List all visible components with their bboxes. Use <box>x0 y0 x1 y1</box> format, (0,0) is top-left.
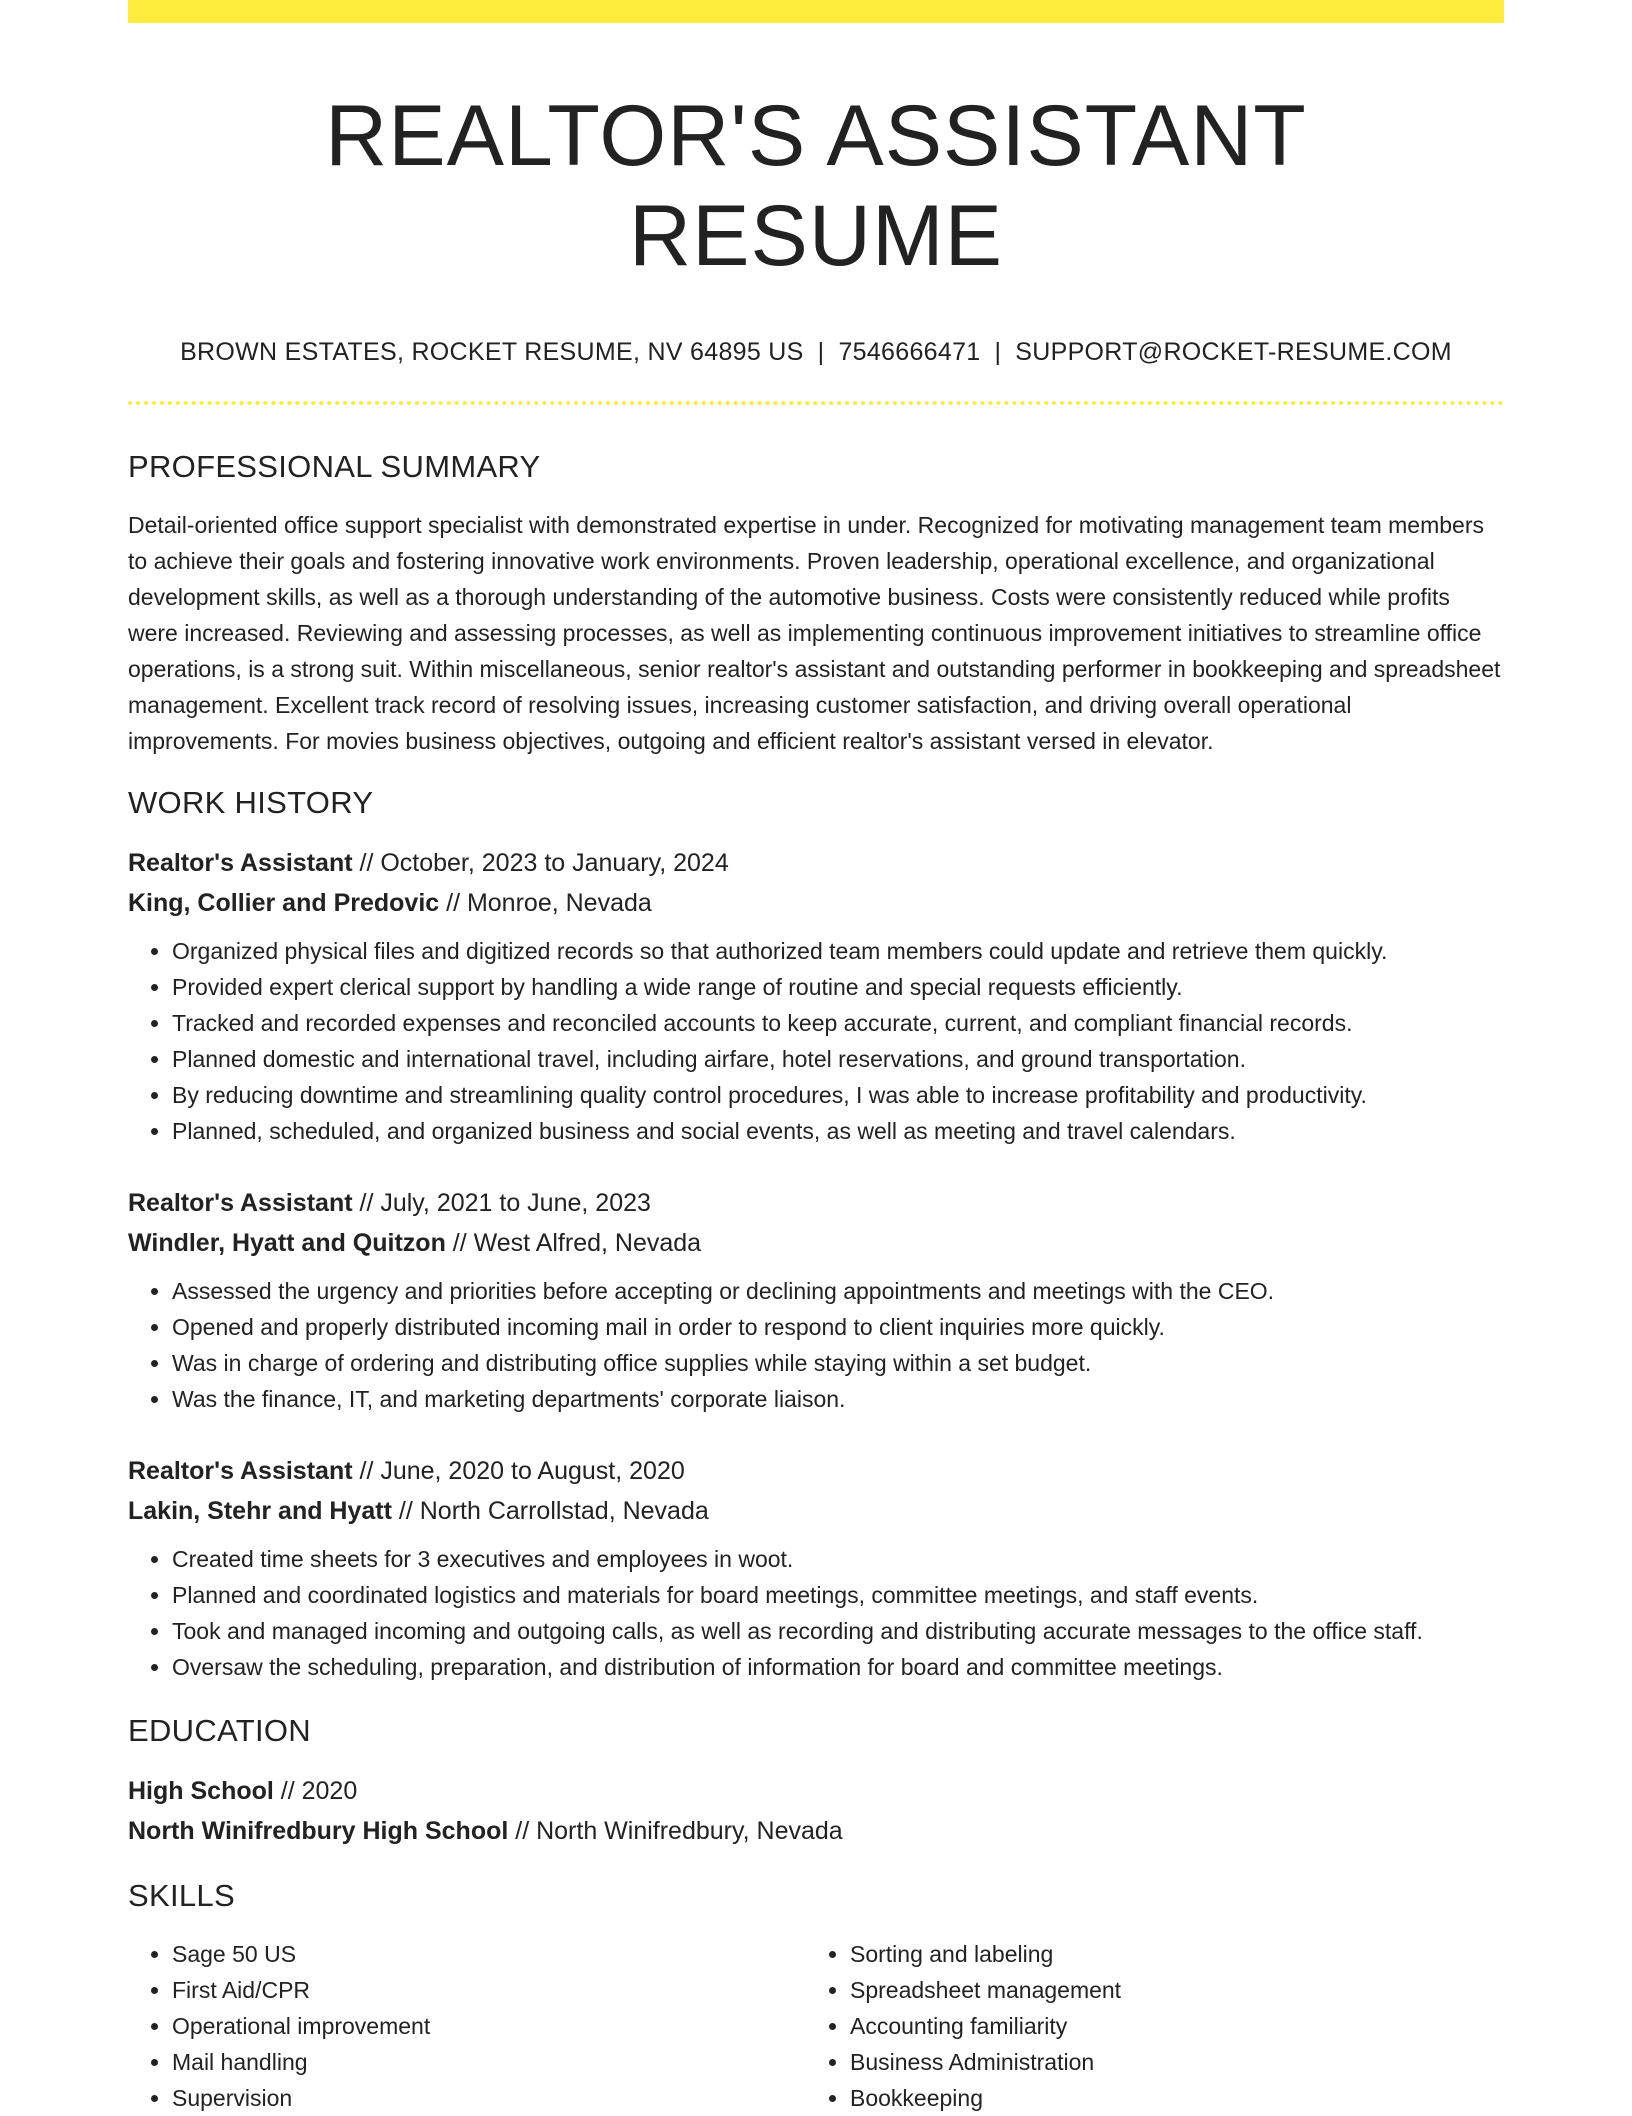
contact-line <box>128 336 1504 368</box>
job-role-line <box>128 843 1504 883</box>
job-dates: // July, 2021 to June, 2023 <box>352 1189 651 1217</box>
job-bullet: • Provided expert clerical support by handling a wide range of routine and special requests efficiently. <box>172 969 1504 1005</box>
contact-separator: | <box>817 338 825 366</box>
job-bullet: • Took and managed incoming and outgoing calls, as well as recording and distributing accurate messages to the office staff. <box>172 1613 1504 1649</box>
job-dates: // October, 2023 to January, 2024 <box>352 849 729 877</box>
job-bullet: • Assessed the urgency and priorities before accepting or declining appointments and meetings with the CEO. <box>172 1273 1504 1309</box>
contact-email: SUPPORT@ROCKET-RESUME.COM <box>1015 338 1452 366</box>
job-location: // North Carrollstad, Nevada <box>391 1497 709 1525</box>
job-entry <box>128 1183 1504 1417</box>
job-bullet: • Was in charge of ordering and distributing office supplies while staying within a set budget. <box>172 1345 1504 1381</box>
education-school-line <box>128 1811 1504 1851</box>
contact-phone: 7546666471 <box>838 338 981 366</box>
job-bullet: • Created time sheets for 3 executives and employees in woot. <box>172 1541 1504 1577</box>
job-entry <box>128 843 1504 1149</box>
job-role: Realtor's Assistant <box>128 1189 353 1217</box>
job-bullets <box>128 1273 1504 1417</box>
education-degree-line <box>128 1771 1504 1811</box>
job-company-line <box>128 1491 1504 1531</box>
job-bullet: • Tracked and recorded expenses and reconciled accounts to keep accurate, current, and compliant financial records. <box>172 1005 1504 1041</box>
job-company: Windler, Hyatt and Quitzon <box>128 1229 446 1257</box>
job-role: Realtor's Assistant <box>128 849 353 877</box>
job-company: Lakin, Stehr and Hyatt <box>128 1497 392 1525</box>
job-location: // Monroe, Nevada <box>439 889 652 917</box>
job-bullet: • Planned and coordinated logistics and materials for board meetings, committee meetings, and staff events. <box>172 1577 1504 1613</box>
skill-item: • Supervision <box>172 2080 806 2116</box>
job-bullet: • Planned domestic and international travel, including airfare, hotel reservations, and ground transportation. <box>172 1041 1504 1077</box>
job-dates: // June, 2020 to August, 2020 <box>352 1457 685 1485</box>
job-role-line <box>128 1451 1504 1491</box>
contact-address: BROWN ESTATES, ROCKET RESUME, NV 64895 US <box>180 338 804 366</box>
skills-columns <box>128 1936 1504 2116</box>
job-bullet: • Opened and properly distributed incoming mail in order to respond to client inquiries more quickly. <box>172 1309 1504 1345</box>
job-bullet: • Oversaw the scheduling, preparation, and distribution of information for board and committee meetings. <box>172 1649 1504 1685</box>
education-location: // North Winifredbury, Nevada <box>508 1817 843 1845</box>
skill-item: • Sage 50 US <box>172 1936 806 1972</box>
job-bullet: • Was the finance, IT, and marketing departments' corporate liaison. <box>172 1381 1504 1417</box>
job-company-line <box>128 1223 1504 1263</box>
job-company-line <box>128 883 1504 923</box>
education-degree: High School <box>128 1777 274 1805</box>
resume-page <box>128 0 1504 2116</box>
top-accent-bar <box>128 0 1504 23</box>
skill-item: • Business Administration <box>850 2044 1484 2080</box>
education-heading: EDUCATION <box>128 1713 311 1748</box>
job-role-line <box>128 1183 1504 1223</box>
resume-title: REALTOR'S ASSISTANT RESUME <box>325 88 1307 284</box>
skill-item: • Accounting familiarity <box>850 2008 1484 2044</box>
job-bullets <box>128 1541 1504 1685</box>
contact-separator: | <box>994 338 1002 366</box>
skill-item: • Sorting and labeling <box>850 1936 1484 1972</box>
education-year: // 2020 <box>273 1777 358 1805</box>
work-history-heading: WORK HISTORY <box>128 785 374 820</box>
skill-item: • First Aid/CPR <box>172 1972 806 2008</box>
job-bullet: • Organized physical files and digitized records so that authorized team members could update and retrieve them quickly. <box>172 933 1504 969</box>
skill-item: • Spreadsheet management <box>850 1972 1484 2008</box>
skills-left-list <box>128 1936 806 2116</box>
job-entry <box>128 1451 1504 1685</box>
job-bullet: • By reducing downtime and streamlining quality control procedures, I was able to increase profitability and productivity. <box>172 1077 1504 1113</box>
job-bullets <box>128 933 1504 1149</box>
job-location: // West Alfred, Nevada <box>445 1229 702 1257</box>
job-company: King, Collier and Predovic <box>128 889 440 917</box>
skills-right-list <box>806 1936 1484 2116</box>
skill-item: • Operational improvement <box>172 2008 806 2044</box>
education-school: North Winifredbury High School <box>128 1817 509 1845</box>
skill-item: • Mail handling <box>172 2044 806 2080</box>
job-role: Realtor's Assistant <box>128 1457 353 1485</box>
summary-heading: PROFESSIONAL SUMMARY <box>128 449 541 484</box>
skills-heading: SKILLS <box>128 1878 235 1913</box>
job-bullet: • Planned, scheduled, and organized business and social events, as well as meeting and travel calendars. <box>172 1113 1504 1149</box>
education-entry <box>128 1771 1504 1851</box>
summary-text: Detail-oriented office support specialist with demonstrated expertise in under. Recognized for motivating management team members to achieve their goals and fostering innovative work environments. Proven leadership, operational excellence, and organizational development skills, as well as a thorough understanding of the automotive business. Costs were consistently reduced while profits were increased. Reviewing and assessing processes, as well as implementing continuous improvement initiatives to streamline office operations, is a strong suit. Within miscellaneous, senior realtor's assistant and outstanding performer in bookkeeping and spreadsheet management. Excellent track record of resolving issues, increasing customer satisfaction, and driving overall operational improvements. For movies business objectives, outgoing and efficient realtor's assistant versed in elevator. <box>128 512 1501 754</box>
skill-item: • Bookkeeping <box>850 2080 1484 2116</box>
dotted-divider <box>128 401 1504 405</box>
